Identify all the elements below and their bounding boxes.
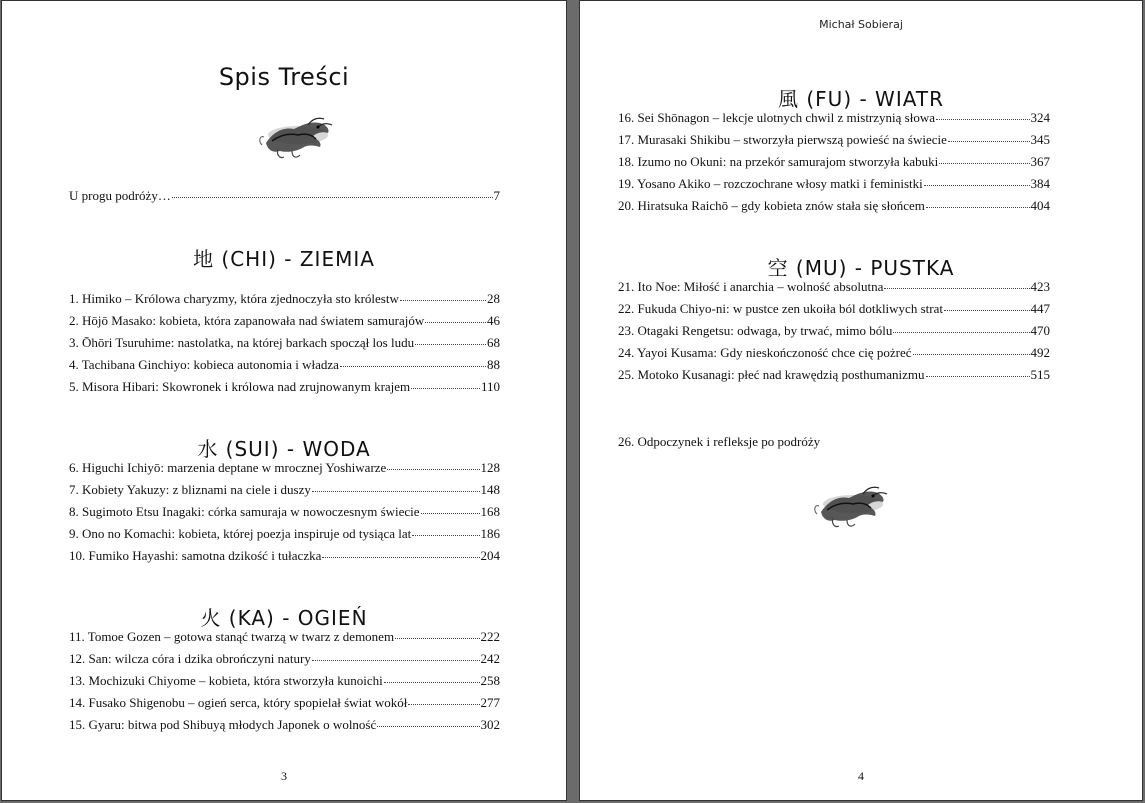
toc-entry-title: 22. Fukuda Chiyo-ni: w pustce zen ukoiła ból dotkliwych strat [618, 301, 943, 316]
toc-entry-title: 21. Ito Noe: Miłość i anarchia – wolność absolutna [618, 279, 884, 294]
toc-entry-page: 46 [487, 313, 500, 328]
dot-leader [425, 321, 486, 323]
toc-entry-title: 23. Otagaki Rengetsu: odwaga, by trwać, mimo bólu [618, 323, 893, 338]
toc-entry-title: 12. San: wilcza córa i dzika obrończyni natury [69, 651, 311, 666]
dot-leader [884, 287, 1029, 289]
section-list-pustka [618, 279, 1050, 389]
section-list-ogien [69, 629, 500, 739]
toc-entry-page: 28 [487, 291, 500, 306]
dot-leader [387, 468, 479, 470]
toc-entry-page: 168 [480, 504, 500, 519]
toc-entry-page: 88 [487, 357, 500, 372]
toc-entry[interactable] [69, 291, 500, 313]
toc-entry-title: 7. Kobiety Yakuzy: z bliznami na ciele i duszy [69, 482, 311, 497]
toc-entry-page: 222 [480, 629, 500, 644]
dot-leader [312, 490, 480, 492]
toc-entry-page: 384 [1030, 176, 1050, 191]
toc-entry[interactable] [618, 279, 1050, 301]
toc-entry-title: 3. Ōhōri Tsuruhime: nastolatka, na której barkach spoczął los ludu [69, 335, 415, 350]
ink-dragon-icon [813, 482, 893, 528]
section-list-wiatr [618, 110, 1050, 220]
toc-title: Spis Treści [218, 63, 350, 91]
dot-leader [893, 331, 1029, 333]
dot-leader [377, 725, 479, 727]
toc-entry-page: 302 [480, 717, 500, 732]
section-heading-ogien: 火 (KA) - OGIEŃ [200, 606, 368, 630]
section-heading-ziemia: 地 (CHI) - ZIEMIA [193, 247, 375, 271]
toc-entry-title: 15. Gyaru: bitwa pod Shibuyą młodych Japonek o wolność [69, 717, 377, 732]
section-list-ziemia [69, 291, 500, 401]
dot-leader [400, 299, 486, 301]
section-heading-wiatr: 風 (FU) - WIATR [778, 87, 944, 111]
toc-entry-page: 110 [480, 379, 500, 394]
toc-entry[interactable] [69, 504, 500, 526]
dot-leader [395, 637, 479, 639]
dot-leader [924, 184, 1030, 186]
toc-entry[interactable] [618, 110, 1050, 132]
toc-entry-title: 2. Hōjō Masako: kobieta, która zapanowała nad światem samurajów [69, 313, 425, 328]
dot-leader [340, 365, 486, 367]
toc-entry-title: 4. Tachibana Ginchiyo: kobieca autonomia i władza [69, 357, 339, 372]
section-heading-pustka: 空 (MU) - PUSTKA [767, 256, 955, 280]
toc-entry-title: 16. Sei Shōnagon – lekcje ulotnych chwil z mistrzynią słowa [618, 110, 935, 125]
toc-entry[interactable] [69, 548, 500, 570]
dot-leader [411, 387, 480, 389]
toc-entry-title: 11. Tomoe Gozen – gotowa stanąć twarzą w twarz z demonem [69, 629, 395, 644]
running-header-author: Michał Sobieraj [819, 18, 903, 31]
toc-entry-title: 8. Sugimoto Etsu Inagaki: córka samuraja w nowoczesnym świecie [69, 504, 420, 519]
toc-entry[interactable] [618, 154, 1050, 176]
page-4 [579, 0, 1143, 801]
toc-entry-title: 14. Fusako Shigenobu – ogień serca, który spopielał świat wokół [69, 695, 408, 710]
toc-entry-page: 447 [1030, 301, 1050, 316]
toc-entry[interactable] [618, 176, 1050, 198]
toc-entry[interactable] [69, 695, 500, 717]
toc-entry[interactable] [69, 379, 500, 401]
dot-leader [415, 343, 486, 345]
dot-leader [408, 703, 479, 705]
page-number: 3 [281, 769, 287, 783]
page-number: 4 [858, 769, 864, 783]
toc-entry-title: 25. Motoko Kusanagi: płeć nad krawędzią posthumanizmu [618, 367, 925, 382]
toc-entry-page: 470 [1030, 323, 1050, 338]
toc-entry-title: 9. Ono no Komachi: kobieta, której poezja inspiruje od tysiąca lat [69, 526, 412, 541]
toc-entry[interactable] [69, 313, 500, 335]
toc-entry-page: 186 [480, 526, 500, 541]
toc-entry-page: 277 [480, 695, 500, 710]
toc-entry-page: 324 [1030, 110, 1050, 125]
toc-entry-page: 345 [1030, 132, 1050, 147]
ink-dragon-icon [258, 113, 338, 159]
dot-leader [926, 206, 1030, 208]
dot-leader [944, 309, 1030, 311]
dot-leader [939, 162, 1029, 164]
toc-entry-title: 18. Izumo no Okuni: na przekór samurajom stworzyła kabuki [618, 154, 939, 169]
toc-entry[interactable] [618, 367, 1050, 389]
toc-entry-page: 492 [1030, 345, 1050, 360]
toc-entry[interactable] [69, 526, 500, 548]
toc-entry-closing[interactable]: 26. Odpoczynek i refleksje po podróży [618, 434, 821, 449]
toc-entry-page: 515 [1030, 367, 1050, 382]
toc-entry-page: 404 [1030, 198, 1050, 213]
dot-leader [421, 512, 480, 514]
toc-entry-title: 17. Murasaki Shikibu – stworzyła pierwszą powieść na świecie [618, 132, 947, 147]
toc-entry[interactable] [618, 132, 1050, 154]
toc-entry[interactable] [618, 198, 1050, 220]
toc-entry-title: 1. Himiko – Królowa charyzmy, która zjednoczyła sto królestw [69, 291, 399, 306]
page-3 [1, 0, 567, 801]
section-heading-woda: 水 (SUI) - WODA [197, 437, 371, 461]
toc-entry[interactable] [69, 460, 500, 482]
toc-entry-title: 13. Mochizuki Chiyome – kobieta, która stworzyła kunoichi [69, 673, 383, 688]
toc-entry[interactable] [69, 357, 500, 379]
dot-leader [948, 140, 1030, 142]
toc-entry-page: 258 [480, 673, 500, 688]
toc-entry[interactable] [69, 335, 500, 357]
toc-entry[interactable] [618, 323, 1050, 345]
dot-leader [384, 681, 480, 683]
toc-entry-title: 20. Hiratsuka Raichō – gdy kobieta znów stała się słońcem [618, 198, 925, 213]
dot-leader [926, 375, 1030, 377]
toc-entry[interactable] [69, 629, 500, 651]
toc-entry-page: 204 [480, 548, 500, 563]
toc-entry-title: 6. Higuchi Ichiyō: marzenia deptane w mrocznej Yoshiwarze [69, 460, 387, 475]
toc-entry[interactable] [69, 651, 500, 673]
toc-entry-title: 24. Yayoi Kusama: Gdy nieskończoność chce cię pożreć [618, 345, 912, 360]
toc-entry-title: U progu podróży… [69, 188, 171, 203]
toc-entry-title: 5. Misora Hibari: Skowronek i królowa nad zrujnowanym krajem [69, 379, 411, 394]
toc-entry-page: 367 [1030, 154, 1050, 169]
toc-entry-intro[interactable] [69, 188, 500, 210]
toc-entry-title: 10. Fumiko Hayashi: samotna dzikość i tułaczka [69, 548, 322, 563]
intro-list [69, 188, 500, 210]
dot-leader [312, 659, 480, 661]
dot-leader [322, 556, 479, 558]
toc-entry[interactable] [618, 345, 1050, 367]
dot-leader [936, 118, 1030, 120]
toc-entry-page: 68 [487, 335, 500, 350]
toc-entry-page: 423 [1030, 279, 1050, 294]
toc-entry[interactable] [618, 301, 1050, 323]
toc-entry-page: 242 [480, 651, 500, 666]
dot-leader [172, 196, 493, 198]
dot-leader [913, 353, 1030, 355]
dot-leader [412, 534, 479, 536]
toc-entry[interactable] [69, 717, 500, 739]
toc-entry[interactable] [69, 673, 500, 695]
toc-entry-page: 128 [480, 460, 500, 475]
toc-entry-page: 7 [493, 188, 500, 203]
toc-entry-page: 148 [480, 482, 500, 497]
toc-entry-title: 19. Yosano Akiko – rozczochrane włosy matki i feministki [618, 176, 923, 191]
section-list-woda [69, 460, 500, 570]
toc-entry[interactable] [69, 482, 500, 504]
